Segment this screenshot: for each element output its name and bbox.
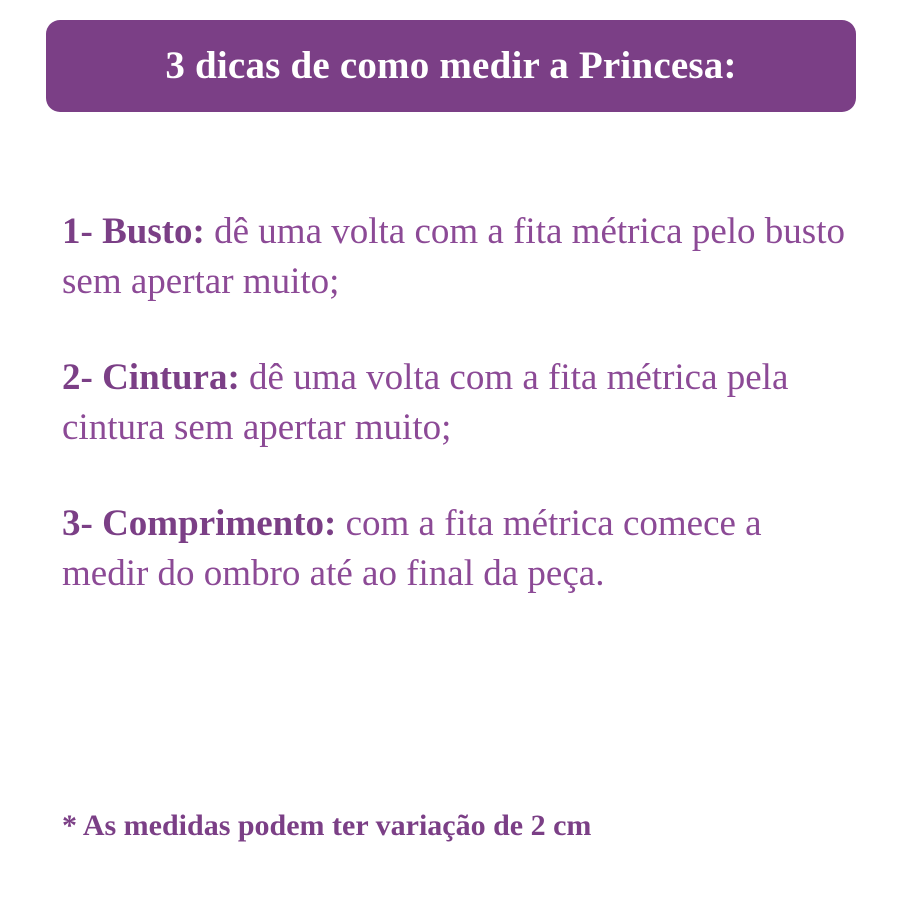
tip-text-cintura: dê uma volta com a fita métrica pela cintura sem apertar muito; bbox=[62, 356, 789, 448]
list-item bbox=[62, 353, 852, 453]
list-item bbox=[62, 499, 852, 599]
footnote: * As medidas podem ter variação de 2 cm bbox=[62, 809, 592, 842]
tip-text-comprimento: com a fita métrica comece a medir do ombro até ao final da peça. bbox=[62, 502, 762, 594]
header-banner bbox=[46, 20, 856, 112]
page-title: 3 dicas de como medir a Princesa: bbox=[165, 43, 737, 87]
tips-list bbox=[62, 170, 852, 645]
tip-text-busto: dê uma volta com a fita métrica pelo busto sem apertar muito; bbox=[62, 211, 845, 302]
list-item bbox=[62, 207, 852, 307]
tip-label-comprimento: 3- Comprimento: bbox=[62, 502, 337, 544]
tip-label-busto: 1- Busto: bbox=[62, 211, 205, 252]
tip-label-cintura: 2- Cintura: bbox=[62, 356, 240, 398]
